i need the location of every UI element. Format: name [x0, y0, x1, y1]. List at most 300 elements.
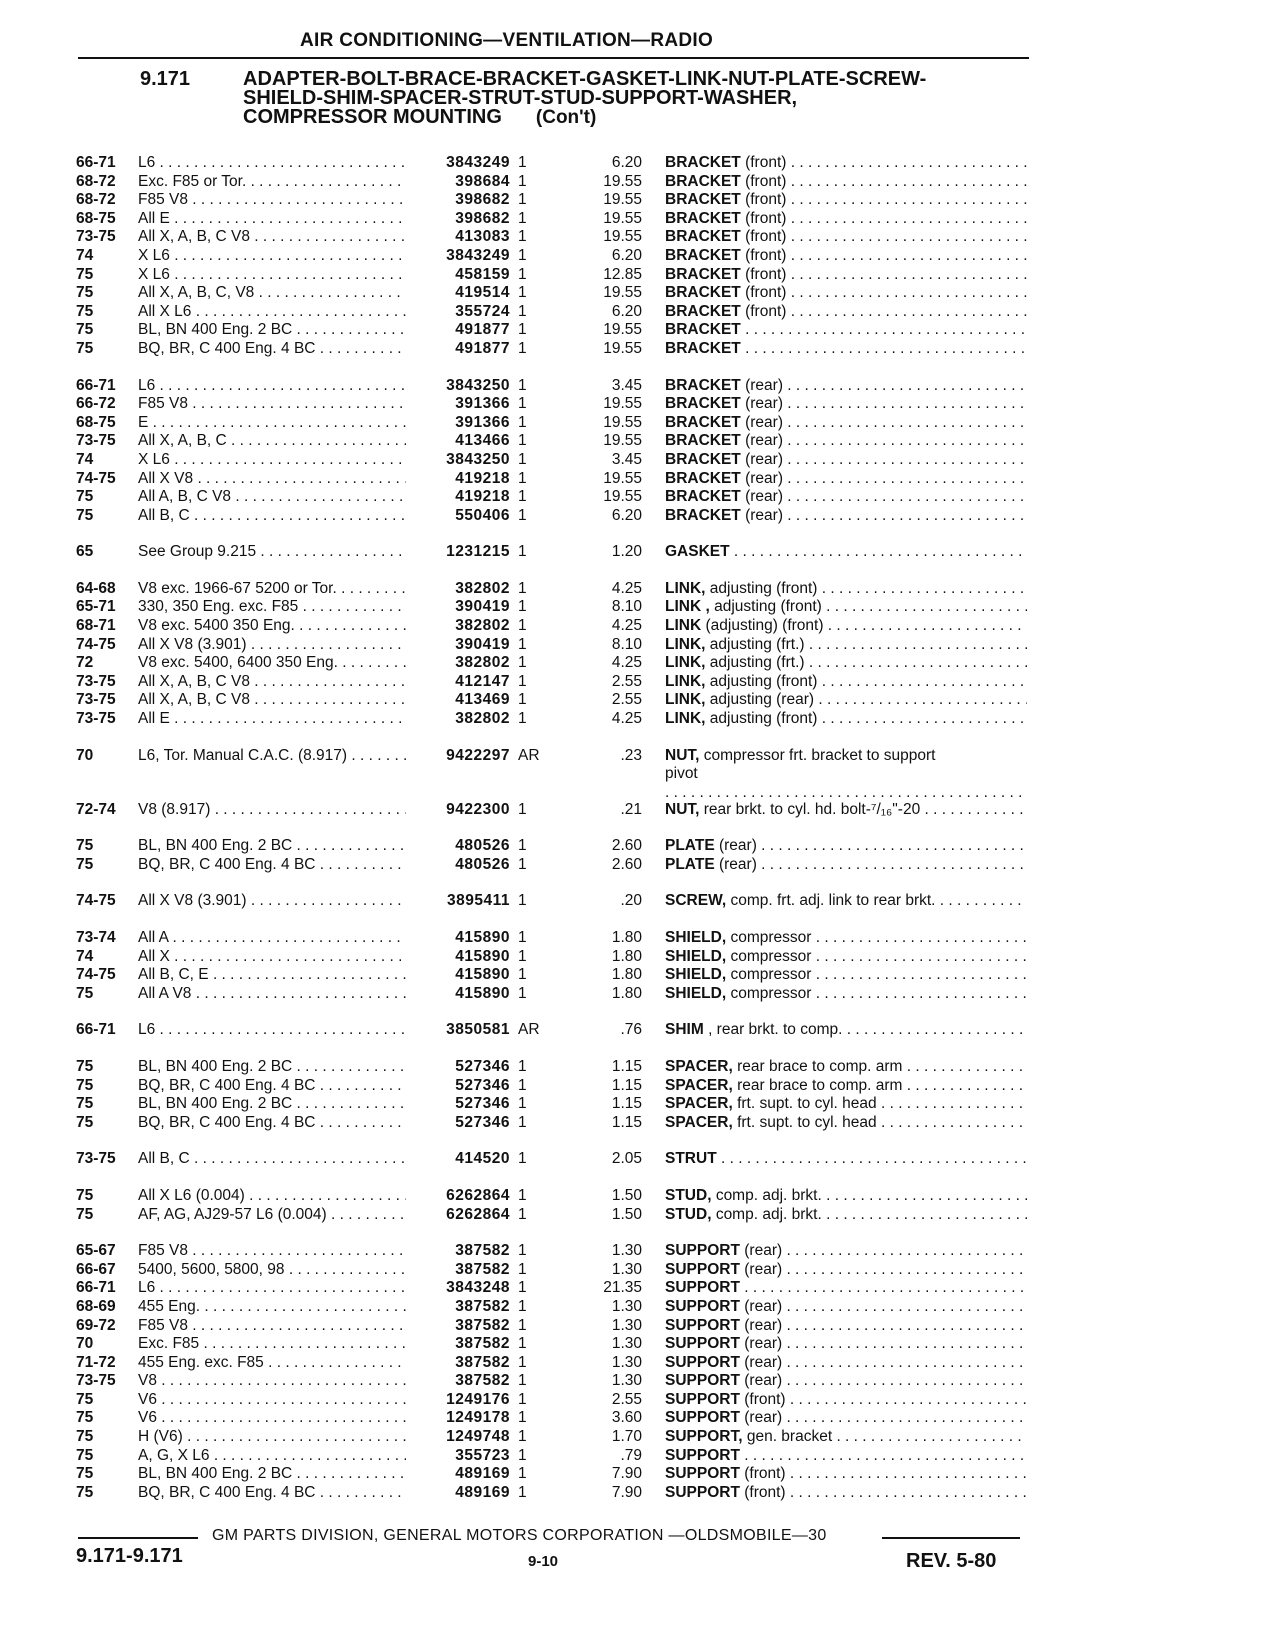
price-cell: 1.30 — [611, 1316, 642, 1334]
part-name: STUD, — [665, 1205, 712, 1223]
quantity-cell: 1 — [518, 395, 527, 413]
part-detail: (front) — [744, 1390, 786, 1408]
quantity-cell: 1 — [518, 1057, 527, 1075]
parts-group — [0, 377, 1280, 526]
part-name: BRACKET — [665, 488, 741, 506]
table-row — [0, 1095, 1280, 1114]
parts-group — [0, 1058, 1280, 1132]
description-cell — [665, 929, 1027, 948]
part-detail: (rear) — [745, 450, 783, 468]
part-name: PLATE — [665, 837, 715, 855]
table-row — [0, 837, 1280, 856]
part-detail: adjusting (frt.) — [709, 654, 805, 672]
quantity-cell: 1 — [518, 1279, 527, 1297]
model-cell: All A, B, C V8 . . . — [138, 488, 406, 507]
quantity-cell: 1 — [518, 691, 527, 709]
part-name: SHIELD, — [665, 966, 727, 984]
table-row — [0, 266, 1280, 285]
price-cell: 1.30 — [611, 1372, 642, 1390]
part-name: SHIELD, — [665, 947, 727, 965]
part-detail: (rear) — [745, 469, 783, 487]
part-detail: rear brace to comp. arm — [737, 1076, 903, 1094]
part-name: LINK, — [665, 654, 706, 672]
price-cell: 2.55 — [611, 1390, 642, 1408]
quantity-cell: 1 — [518, 1353, 527, 1371]
quantity-cell: 1 — [518, 432, 527, 450]
part-name: BRACKET — [665, 209, 741, 227]
description-cell — [665, 507, 1027, 526]
parts-group — [0, 747, 1280, 783]
part-number-cell: 491877 — [455, 339, 510, 357]
model-cell: F85 V8 . . . — [138, 191, 406, 210]
description-cell — [665, 395, 1027, 414]
part-detail: (front) — [745, 209, 787, 227]
description-cell — [665, 414, 1027, 433]
description-cell — [665, 1317, 1027, 1336]
model-cell: BL, BN 400 Eng. 2 BC . . . — [138, 837, 406, 856]
year-cell: 75 — [76, 1057, 94, 1075]
table-row — [0, 1261, 1280, 1280]
parts-group — [0, 154, 1280, 359]
part-number-cell: 550406 — [455, 506, 510, 524]
part-detail: (rear) — [745, 506, 783, 524]
model-cell: All X, A, B, C V8 . . . — [138, 228, 406, 247]
description-cell — [665, 598, 1027, 617]
table-row — [0, 1484, 1280, 1503]
description-cell — [665, 1465, 1027, 1484]
part-number-cell: 480526 — [455, 855, 510, 873]
table-row — [0, 321, 1280, 340]
table-row — [0, 1465, 1280, 1484]
price-cell: 6.20 — [611, 302, 642, 320]
table-row — [0, 673, 1280, 692]
description-cell — [665, 1409, 1027, 1428]
model-cell: 455 Eng. exc. F85 . . . — [138, 1354, 406, 1373]
parts-group — [0, 1187, 1280, 1224]
table-row — [0, 1279, 1280, 1298]
part-number-cell: 1249176 — [446, 1390, 510, 1408]
part-number-cell: 3843250 — [446, 450, 510, 468]
part-name: PLATE — [665, 855, 715, 873]
model-cell: All X . . . — [138, 948, 406, 967]
part-detail: comp. adj. brkt. — [715, 1186, 822, 1204]
part-name: LINK , — [665, 598, 710, 616]
model-cell: Exc. F85 or Tor. . . . — [138, 173, 406, 192]
model-cell: X L6 . . . — [138, 247, 406, 266]
description-cell — [665, 1021, 1027, 1040]
year-cell: 74-75 — [76, 892, 116, 910]
part-number-cell: 419218 — [455, 488, 510, 506]
description-cell — [665, 543, 1027, 562]
price-cell: .23 — [620, 746, 642, 764]
part-detail: (front) — [744, 1483, 786, 1501]
price-cell: 2.55 — [611, 672, 642, 690]
description-cell — [665, 210, 1027, 229]
year-cell: 68-69 — [76, 1297, 116, 1315]
price-cell: 8.10 — [611, 598, 642, 616]
footer-publisher: GM PARTS DIVISION, GENERAL MOTORS CORPORATION —OLDSMOBILE—30 — [212, 1527, 827, 1544]
table-row — [0, 432, 1280, 451]
description-cell — [665, 617, 1027, 636]
year-cell: 75 — [76, 1095, 94, 1113]
part-detail: (rear) — [745, 395, 783, 413]
model-cell: 5400, 5600, 5800, 98 . . . — [138, 1261, 406, 1280]
model-cell: L6 . . . — [138, 1021, 406, 1040]
part-name: SUPPORT, — [665, 1428, 743, 1446]
model-cell: X L6 . . . — [138, 266, 406, 285]
part-number-cell: 387582 — [455, 1316, 510, 1334]
year-cell: 75 — [76, 837, 94, 855]
part-name: SUPPORT — [665, 1335, 740, 1353]
table-row — [0, 543, 1280, 562]
part-name: BRACKET — [665, 172, 741, 190]
year-cell: 75 — [76, 1076, 94, 1094]
model-cell: F85 V8 . . . — [138, 395, 406, 414]
price-cell: 1.50 — [611, 1186, 642, 1204]
year-cell: 72-74 — [76, 800, 116, 818]
price-cell: 7.90 — [611, 1465, 642, 1483]
year-cell: 75 — [76, 1446, 94, 1464]
model-cell: X L6 . . . — [138, 451, 406, 470]
part-name: LINK, — [665, 635, 706, 653]
table-row — [0, 1335, 1280, 1354]
part-number-cell: 413466 — [455, 432, 510, 450]
quantity-cell: 1 — [518, 543, 527, 561]
part-detail: (rear) — [744, 1353, 783, 1371]
part-detail: rear brkt. to cyl. hd. bolt-⁷/₁₆"-20 — [703, 800, 921, 818]
part-detail: (front) — [745, 302, 787, 320]
table-row — [0, 1298, 1280, 1317]
model-cell: A, G, X L6 . . . — [138, 1447, 406, 1466]
quantity-cell: 1 — [518, 209, 527, 227]
part-name: SPACER, — [665, 1057, 733, 1075]
description-cell — [665, 1150, 1027, 1169]
part-number-cell: 3843248 — [446, 1279, 510, 1297]
quantity-cell: 1 — [518, 855, 527, 873]
table-row — [0, 856, 1280, 875]
table-row — [0, 507, 1280, 526]
part-detail: (rear) — [718, 855, 757, 873]
quantity-cell: AR — [518, 746, 540, 764]
table-row — [0, 284, 1280, 303]
model-cell: All X, A, B, C V8 . . . — [138, 691, 406, 710]
table-row — [0, 747, 1280, 783]
part-name: SUPPORT — [665, 1409, 740, 1427]
part-detail: rear brace to comp. arm — [737, 1057, 903, 1075]
year-cell: 69-72 — [76, 1316, 116, 1334]
part-name: LINK, — [665, 672, 706, 690]
year-cell: 66-72 — [76, 395, 116, 413]
part-number-cell: 391366 — [455, 413, 510, 431]
part-name: BRACKET — [665, 339, 741, 357]
model-cell: F85 V8 . . . — [138, 1317, 406, 1336]
model-cell: V8 . . . — [138, 1372, 406, 1391]
year-cell: 75 — [76, 1205, 94, 1223]
part-number-cell: 6262864 — [446, 1186, 510, 1204]
model-cell: BQ, BR, C 400 Eng. 4 BC . . . — [138, 1077, 406, 1096]
part-number-cell: 387582 — [455, 1297, 510, 1315]
part-name: SHIELD, — [665, 929, 727, 946]
part-number-cell: 527346 — [455, 1095, 510, 1113]
price-cell: 19.55 — [603, 321, 642, 339]
part-number-cell: 458159 — [455, 265, 510, 283]
quantity-cell: 1 — [518, 321, 527, 339]
year-cell: 75 — [76, 1390, 94, 1408]
price-cell: 19.55 — [603, 469, 642, 487]
part-number-cell: 382802 — [455, 579, 510, 597]
year-cell: 64-68 — [76, 579, 116, 597]
model-cell: All X, A, B, C, V8 . . . — [138, 284, 406, 303]
part-detail: comp. adj. brkt. — [715, 1205, 822, 1223]
table-row — [0, 488, 1280, 507]
part-detail: gen. bracket — [746, 1428, 833, 1446]
price-cell: 1.15 — [611, 1113, 642, 1131]
parts-group — [0, 543, 1280, 562]
quantity-cell: 1 — [518, 1076, 527, 1094]
part-name: LINK, — [665, 579, 706, 597]
year-cell: 68-72 — [76, 191, 116, 209]
table-row — [0, 1354, 1280, 1373]
table-row — [0, 395, 1280, 414]
table-row — [0, 451, 1280, 470]
year-cell: 73-75 — [76, 710, 116, 728]
quantity-cell: 1 — [518, 617, 527, 635]
year-cell: 68-71 — [76, 617, 116, 635]
quantity-cell: 1 — [518, 1409, 527, 1427]
part-name: SPACER, — [665, 1076, 733, 1094]
quantity-cell: AR — [518, 1021, 540, 1039]
model-cell: F85 V8 . . . — [138, 1242, 406, 1261]
part-number-cell: 382802 — [455, 710, 510, 728]
parts-group — [0, 1021, 1280, 1040]
table-row — [0, 636, 1280, 655]
part-number-cell: 413469 — [455, 691, 510, 709]
header-rule — [78, 57, 1029, 59]
description-cell — [665, 747, 1027, 803]
section-title-line-1: ADAPTER-BOLT-BRACE-BRACKET-GASKET-LINK-NUT-PLATE-SCREW- — [243, 68, 927, 90]
description-cell — [665, 856, 1027, 875]
quantity-cell: 1 — [518, 246, 527, 264]
part-number-cell: 382802 — [455, 654, 510, 672]
part-detail: (rear) — [744, 1316, 783, 1334]
part-detail: frt. supt. to cyl. head — [737, 1095, 877, 1113]
price-cell: 6.20 — [611, 154, 642, 171]
description-cell — [665, 1428, 1027, 1447]
part-number-cell: 398684 — [455, 172, 510, 190]
year-cell: 73-75 — [76, 432, 116, 450]
description-cell — [665, 1279, 1027, 1298]
table-row — [0, 247, 1280, 266]
description-cell — [665, 1354, 1027, 1373]
quantity-cell: 1 — [518, 672, 527, 690]
part-name: SUPPORT — [665, 1316, 740, 1334]
table-row — [0, 654, 1280, 673]
part-name: SUPPORT — [665, 1242, 740, 1260]
part-name: SUPPORT — [665, 1260, 740, 1278]
model-cell: All E . . . — [138, 210, 406, 229]
year-cell: 73-74 — [76, 929, 116, 946]
table-row — [0, 377, 1280, 396]
quantity-cell: 1 — [518, 284, 527, 302]
price-cell: 4.25 — [611, 579, 642, 597]
price-cell: 1.80 — [611, 984, 642, 1002]
description-cell — [665, 228, 1027, 247]
model-cell: V8 exc. 1966-67 5200 or Tor. . . . — [138, 580, 406, 599]
part-name: BRACKET — [665, 265, 741, 283]
description-cell — [665, 673, 1027, 692]
table-row — [0, 470, 1280, 489]
quantity-cell: 1 — [518, 579, 527, 597]
part-number-cell: 489169 — [455, 1483, 510, 1501]
quantity-cell: 1 — [518, 1446, 527, 1464]
table-row — [0, 892, 1280, 911]
part-detail: (rear) — [744, 1242, 783, 1260]
part-detail: (rear) — [718, 837, 757, 855]
part-number-cell: 398682 — [455, 191, 510, 209]
quantity-cell: 1 — [518, 339, 527, 357]
model-cell: All B, C, E . . . — [138, 966, 406, 985]
part-number-cell: 527346 — [455, 1113, 510, 1131]
year-cell: 75 — [76, 1465, 94, 1483]
model-cell: V6 . . . — [138, 1391, 406, 1410]
part-name: BRACKET — [665, 321, 741, 339]
part-name: SUPPORT — [665, 1390, 740, 1408]
description-cell — [665, 654, 1027, 673]
part-detail: frt. supt. to cyl. head — [737, 1113, 877, 1131]
model-cell: E . . . — [138, 414, 406, 433]
part-name: NUT, — [665, 746, 700, 764]
price-cell: 2.60 — [611, 855, 642, 873]
part-number-cell: 1231215 — [446, 543, 510, 561]
quantity-cell: 1 — [518, 800, 527, 818]
part-number-cell: 3895411 — [447, 892, 510, 910]
part-name: SUPPORT — [665, 1446, 740, 1464]
description-cell — [665, 1447, 1027, 1466]
footer-rule-right — [882, 1537, 1020, 1539]
part-number-cell: 3843249 — [446, 246, 510, 264]
part-name: BRACKET — [665, 413, 741, 431]
price-cell: 1.30 — [611, 1335, 642, 1353]
quantity-cell: 1 — [518, 1335, 527, 1353]
price-cell: 6.20 — [611, 506, 642, 524]
table-row — [0, 228, 1280, 247]
quantity-cell: 1 — [518, 635, 527, 653]
table-row — [0, 414, 1280, 433]
description-cell — [665, 1484, 1027, 1503]
table-row — [0, 340, 1280, 359]
model-cell: BL, BN 400 Eng. 2 BC . . . — [138, 1465, 406, 1484]
price-cell: 1.80 — [611, 947, 642, 965]
part-number-cell: 391366 — [455, 395, 510, 413]
price-cell: 8.10 — [611, 635, 642, 653]
model-cell: All E . . . — [138, 710, 406, 729]
quantity-cell: 1 — [518, 154, 527, 171]
part-name: BRACKET — [665, 228, 741, 246]
table-row — [0, 801, 1280, 820]
parts-group — [0, 837, 1280, 874]
part-name: STRUT — [665, 1150, 717, 1168]
part-detail: (rear) — [745, 488, 783, 506]
parts-table — [0, 154, 1280, 1520]
part-detail: (rear) — [745, 432, 783, 450]
year-cell: 66-67 — [76, 1260, 116, 1278]
parts-group — [0, 1242, 1280, 1502]
model-cell: L6, Tor. Manual C.A.C. (8.917) . . . — [138, 747, 406, 766]
year-cell: 75 — [76, 855, 94, 873]
quantity-cell: 1 — [518, 376, 527, 394]
part-detail: compressor — [730, 984, 812, 1002]
part-number-cell: 9422300 — [446, 800, 510, 818]
part-detail: (front) — [745, 284, 787, 302]
price-cell: 2.60 — [611, 837, 642, 855]
footer-revision: REV. 5-80 — [906, 1550, 997, 1572]
part-name: BRACKET — [665, 395, 741, 413]
section-number: 9.171 — [140, 68, 191, 90]
quantity-cell: 1 — [518, 1316, 527, 1334]
year-cell: 71-72 — [76, 1353, 116, 1371]
model-cell: All X L6 (0.004) . . . — [138, 1187, 406, 1206]
quantity-cell: 1 — [518, 1465, 527, 1483]
section-title-line-2: SHIELD-SHIM-SPACER-STRUT-STUD-SUPPORT-WASHER, — [243, 87, 798, 109]
table-row — [0, 154, 1280, 173]
price-cell: 4.25 — [611, 710, 642, 728]
part-detail: (front) — [745, 228, 787, 246]
year-cell: 65-71 — [76, 598, 116, 616]
part-name: SUPPORT — [665, 1279, 740, 1297]
model-cell: All B, C . . . — [138, 1150, 406, 1169]
part-detail: (adjusting) (front) — [705, 617, 824, 635]
price-cell: 4.25 — [611, 654, 642, 672]
part-number-cell: 419514 — [455, 284, 510, 302]
description-cell — [665, 1298, 1027, 1317]
year-cell: 75 — [76, 284, 94, 302]
table-row — [0, 1428, 1280, 1447]
quantity-cell: 1 — [518, 1428, 527, 1446]
description-cell — [665, 1077, 1027, 1096]
part-name: SUPPORT — [665, 1465, 740, 1483]
page-header-title: AIR CONDITIONING—VENTILATION—RADIO — [300, 30, 714, 51]
part-detail: (rear) — [744, 1335, 783, 1353]
price-cell: 6.20 — [611, 246, 642, 264]
table-row — [0, 985, 1280, 1004]
description-cell — [665, 451, 1027, 470]
part-name: SUPPORT — [665, 1297, 740, 1315]
part-detail: (front) — [745, 246, 787, 264]
table-row — [0, 966, 1280, 985]
model-cell: All A . . . — [138, 929, 406, 948]
quantity-cell: 1 — [518, 984, 527, 1002]
part-name: BRACKET — [665, 246, 741, 264]
year-cell: 66-71 — [76, 376, 116, 394]
description-cell — [665, 580, 1027, 599]
model-cell: L6 . . . — [138, 154, 406, 173]
part-number-cell: 3843250 — [446, 376, 510, 394]
part-detail: (rear) — [744, 1409, 783, 1427]
price-cell: 19.55 — [603, 172, 642, 190]
part-detail: (rear) — [745, 376, 783, 394]
table-row — [0, 580, 1280, 599]
table-row — [0, 1021, 1280, 1040]
price-cell: 21.35 — [603, 1279, 642, 1297]
year-cell: 68-72 — [76, 172, 116, 190]
model-cell: AF, AG, AJ29-57 L6 (0.004) . . . — [138, 1206, 406, 1225]
price-cell: 1.50 — [611, 1205, 642, 1223]
year-cell: 73-75 — [76, 1372, 116, 1390]
description-cell — [665, 1114, 1027, 1133]
parts-group — [0, 892, 1280, 911]
description-cell — [665, 1242, 1027, 1261]
description-cell — [665, 948, 1027, 967]
